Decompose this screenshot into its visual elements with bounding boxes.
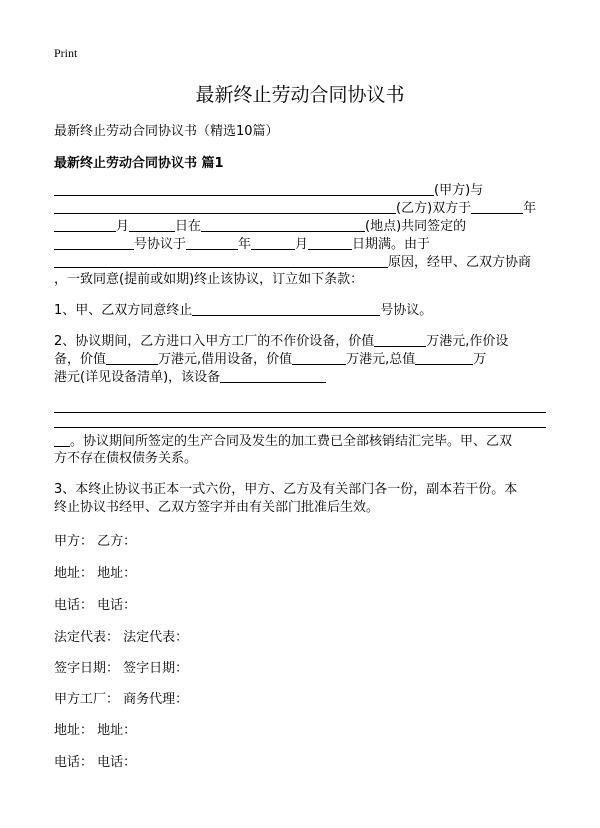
clause-2-line-4: 。协议期间所签定的生产合同及发生的加工费已全部核销结汇完毕。甲、乙双 bbox=[54, 432, 548, 451]
signature-row-phone: 电话： 电话： bbox=[54, 598, 137, 613]
clause-2-line-5: 方不存在债权债务关系。 bbox=[54, 451, 198, 466]
clause-3-line-2: 终止协议书经甲、乙双方签字并由有关部门批准后生效。 bbox=[54, 500, 380, 515]
intro-line-5: 原因，经甲、乙双方协商 bbox=[54, 253, 548, 272]
document-title: 最新终止劳动合同协议书 bbox=[195, 84, 405, 106]
year-blank bbox=[471, 199, 523, 214]
clause-2-blank-line-1 bbox=[54, 412, 546, 413]
document-subtitle: 最新终止劳动合同协议书（精选10篇） bbox=[54, 124, 279, 139]
clause-2-line-2: 备，价值 万港元,借用设备，价值 万港元,总值 万 bbox=[54, 352, 487, 367]
reason-blank bbox=[54, 253, 388, 268]
intro-line-4: 号协议于 年 月 日期满。由于 bbox=[54, 235, 548, 254]
intro-line-6: ，一致同意(提前或如期)终止该协议，订立如下条款： bbox=[54, 272, 364, 287]
signature-row-phone-2: 电话： 电话： bbox=[54, 755, 137, 770]
signature-row-parties: 甲方： 乙方： bbox=[54, 534, 137, 549]
intro-line-1: (甲方)与 bbox=[54, 181, 548, 200]
intro-line-2: (乙方)双方于 年 bbox=[54, 199, 548, 218]
intro-line-3: 月 日在 (地点)共同签定的 bbox=[54, 217, 548, 236]
party-b-blank bbox=[54, 199, 396, 214]
signature-row-factory-agent: 甲方工厂： 商务代理： bbox=[54, 692, 189, 707]
clause-1: 1、甲、乙双方同意终止 号协议。 bbox=[54, 303, 433, 318]
clause-2-line-1: 2、协议期间，乙方进口入甲方工厂的不作价设备，价值 万港元,作价设 bbox=[54, 334, 509, 349]
clause-2-line-3: 港元(详见设备清单)，该设备 bbox=[54, 368, 548, 387]
clause-2-blank-line-2 bbox=[54, 427, 546, 428]
print-label[interactable]: Print bbox=[54, 46, 78, 60]
signature-row-legal-rep: 法定代表： 法定代表： bbox=[54, 630, 189, 645]
signature-row-sign-date: 签字日期： 签字日期： bbox=[54, 661, 189, 676]
party-a-blank bbox=[54, 181, 434, 196]
clause-3-line-1: 3、本终止协议书正本一式六份，甲方、乙方及有关部门各一份，副本若干份。本 bbox=[54, 482, 518, 497]
signature-row-address-2: 地址： 地址： bbox=[54, 723, 137, 738]
signature-row-address: 地址： 地址： bbox=[54, 566, 137, 581]
place-blank bbox=[201, 217, 365, 232]
section-heading: 最新终止劳动合同协议书 篇1 bbox=[54, 156, 224, 171]
